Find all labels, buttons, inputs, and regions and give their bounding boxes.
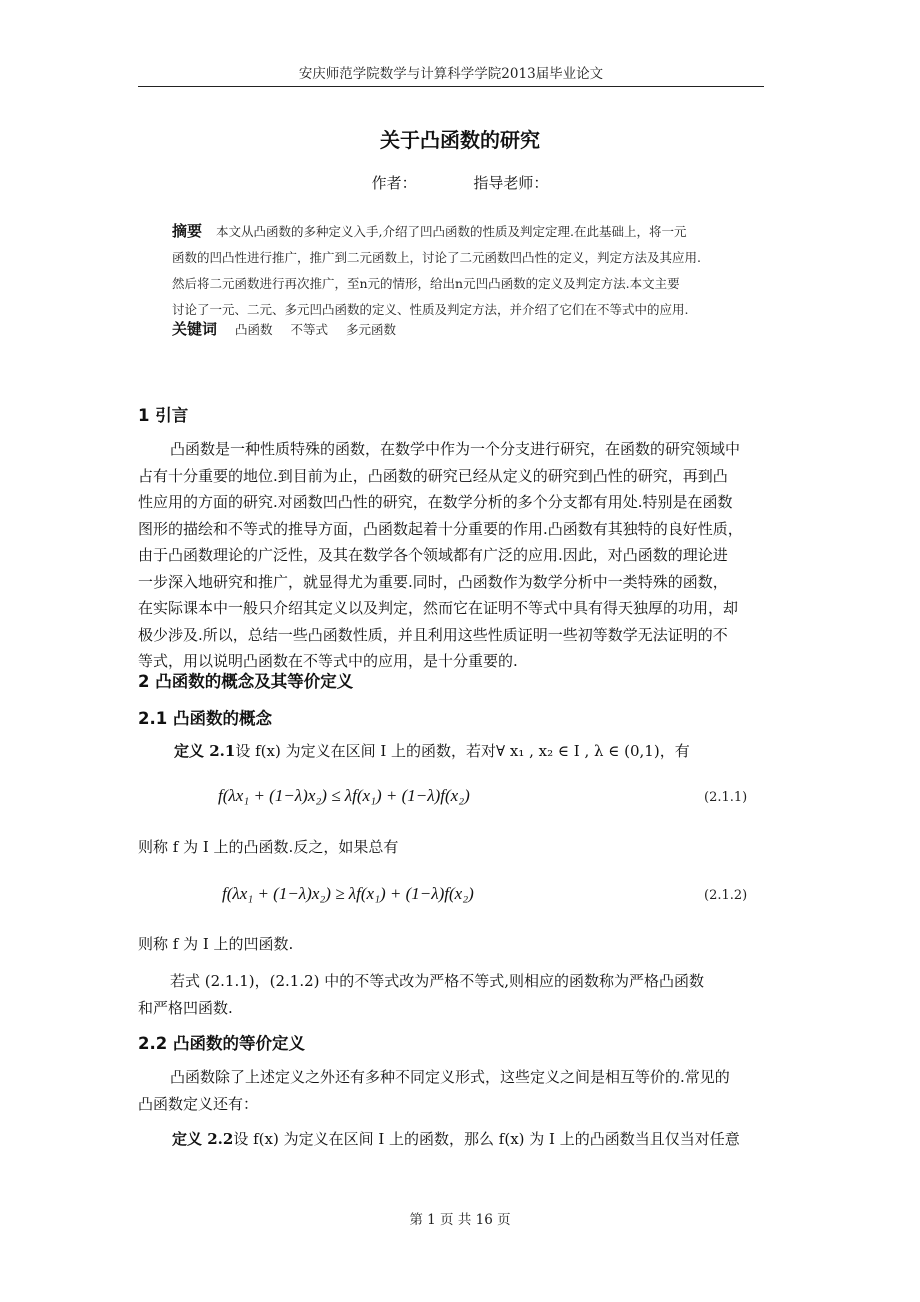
body-line: 图形的描绘和不等式的推导方面，凸函数起着十分重要的作用.凸函数有其独特的良好性质， xyxy=(138,519,743,538)
section-1-body xyxy=(138,436,782,675)
advisor-label: 指导老师： xyxy=(473,174,549,192)
body-line: 等式，用以说明凸函数在不等式中的应用，是十分重要的. xyxy=(138,652,518,670)
keyword: 凸函数 xyxy=(235,322,273,337)
keywords-label: 关键词 xyxy=(172,320,218,338)
section-2-2-body xyxy=(138,1064,782,1117)
body-line: 一步深入地研究和推广，就显得尤为重要.同时，凸函数作为数学分析中一类特殊的函数， xyxy=(138,572,728,591)
definition-text: 设 f(x) 为定义在区间 I 上的函数，若对∀ x₁ , x₂ ∈ I , λ ∈ (0,1)，有 xyxy=(235,742,690,760)
page-footer: 第 1 页 共 16 页 xyxy=(409,1212,511,1228)
definition-2-2 xyxy=(172,1126,816,1153)
concave-conclusion: 则称 f 为 I 上的凹函数. xyxy=(138,935,294,953)
body-line: 占有十分重要的地位.到目前为止，凸函数的研究已经从定义的研究到凸性的研究，再到凸 xyxy=(138,466,728,485)
equation-number: (2.1.1) xyxy=(704,790,748,805)
abstract xyxy=(172,218,758,323)
abstract-line: 讨论了一元、二元、多元凹凸函数的定义、性质及判定方法，并介绍了它们在不等式中的应用. xyxy=(172,302,689,317)
body-line: 和严格凹函数. xyxy=(138,998,233,1017)
body-line: 性应用的方面的研究.对函数凹凸性的研究，在数学分析的多个分支都有用处.特别是在函数 xyxy=(138,493,733,511)
section-2-2-heading: 2.2 凸函数的等价定义 xyxy=(138,1034,305,1053)
abstract-line: 然后将二元函数进行再次推广，至n元的情形，给出n元凹凸函数的定义及判定方法.本文主要 xyxy=(172,276,680,291)
keyword: 不等式 xyxy=(290,322,329,337)
abstract-line: 函数的凹凸性进行推广，推广到二元函数上，讨论了二元函数凹凸性的定义，判定方法及其应用. xyxy=(172,250,701,265)
abstract-label: 摘要 xyxy=(172,222,203,240)
body-line: 在实际课本中一般只介绍其定义以及判定，然而它在证明不等式中具有得天独厚的功用，却 xyxy=(138,599,739,617)
author-line xyxy=(0,172,920,193)
definition-label: 定义 2.1 xyxy=(174,742,236,760)
definition-label: 定义 2.2 xyxy=(172,1130,234,1148)
running-header: 安庆师范学院数学与计算科学学院2013届毕业论文 xyxy=(138,62,764,87)
section-1-heading: 1 引言 xyxy=(138,406,189,425)
keyword: 多元函数 xyxy=(346,322,397,337)
body-line: 极少涉及.所以，总结一些凸函数性质，并且利用这些性质证明一些初等数学无法证明的不 xyxy=(138,625,728,644)
section-2-1-heading: 2.1 凸函数的概念 xyxy=(138,709,272,728)
formula-concave: f(λx₁ + (1−λ)x₂) ≥ λf(x₁) + (1−λ)f(x₂) xyxy=(222,884,474,903)
definition-2-1 xyxy=(174,738,818,765)
equation-number: (2.1.2) xyxy=(704,888,748,903)
body-line: 凸函数定义还有： xyxy=(138,1094,259,1113)
keywords xyxy=(172,318,410,339)
strict-definition xyxy=(138,968,782,1021)
author-label: 作者： xyxy=(371,174,417,192)
abstract-line: 摘要 本文从凸函数的多种定义入手,介绍了凹凸函数的性质及判定定理.在此基础上，将一元 xyxy=(172,222,687,240)
body-line: 凸函数是一种性质特殊的函数，在数学中作为一个分支进行研究，在函数的研究领域中 xyxy=(170,440,741,458)
section-2-heading: 2 凸函数的概念及其等价定义 xyxy=(138,672,354,691)
convex-conclusion: 则称 f 为 I 上的凸函数.反之，如果总有 xyxy=(138,838,399,856)
definition-text: 设 f(x) 为定义在区间 I 上的函数，那么 f(x) 为 I 上的凸函数当且仅当对任意 xyxy=(233,1130,740,1148)
body-line: 若式 (2.1.1)，(2.1.2) 中的不等式改为严格不等式,则相应的函数称为严格凸函数 xyxy=(170,972,705,990)
paper-title: 关于凸函数的研究 xyxy=(380,128,540,152)
body-line: 凸函数除了上述定义之外还有多种不同定义形式，这些定义之间是相互等价的.常见的 xyxy=(170,1068,730,1086)
body-line: 由于凸函数理论的广泛性，及其在数学各个领域都有广泛的应用.因此，对凸函数的理论进 xyxy=(138,546,728,564)
formula-convex: f(λx₁ + (1−λ)x₂) ≤ λf(x₁) + (1−λ)f(x₂) xyxy=(218,786,470,805)
